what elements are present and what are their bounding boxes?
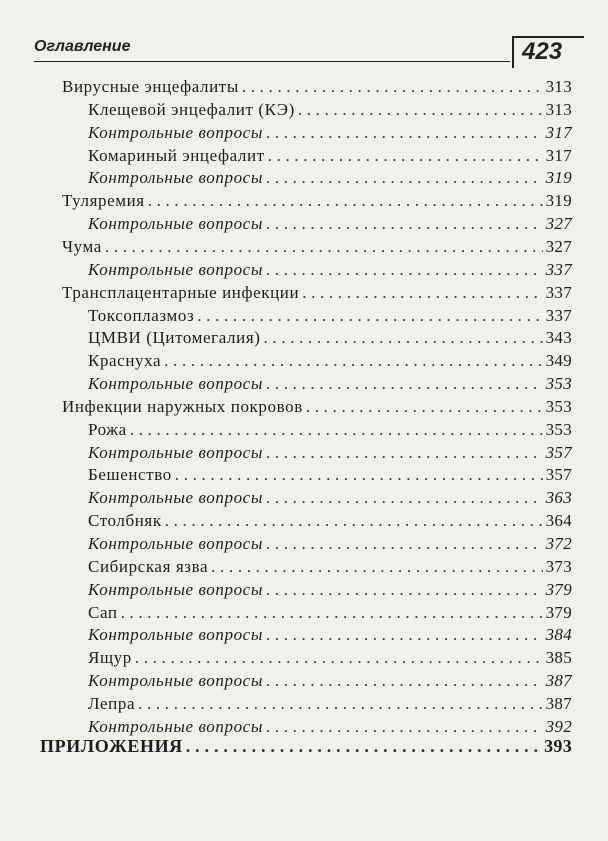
toc-entry-subsection[interactable] [88, 327, 572, 349]
toc-entry-page: 337 [545, 259, 572, 279]
dot-leader [175, 464, 543, 486]
dot-leader [135, 647, 543, 669]
toc-entry-questions[interactable] [88, 259, 572, 281]
dot-leader [266, 670, 543, 692]
toc-entry-label: ЦМВИ (Цитомегалия) [88, 328, 261, 348]
toc-entry-questions[interactable] [88, 167, 572, 189]
toc-entry-label: Рожа [88, 419, 127, 439]
dot-leader [186, 735, 541, 757]
toc-entry-label: Контрольные вопросы [88, 534, 263, 553]
dot-leader [266, 167, 543, 189]
toc-entry-page: 392 [545, 716, 572, 736]
toc-entry-page: 313 [545, 77, 572, 96]
dot-leader [298, 99, 543, 121]
toc-entry-page: 343 [545, 328, 572, 348]
toc-entry-label: Инфекции наружных покровов [62, 396, 303, 416]
toc-entry-questions[interactable] [88, 442, 572, 464]
toc-entry-label: Контрольные вопросы [88, 579, 263, 599]
toc-entry-label: Контрольные вопросы [88, 625, 263, 645]
dot-leader [164, 350, 542, 372]
toc-entry-page: 363 [545, 488, 572, 508]
dot-leader [268, 145, 543, 167]
toc-entry-label: Бешенство [88, 465, 172, 485]
toc-entry-page: 379 [545, 579, 572, 599]
toc-entry-questions[interactable] [88, 213, 572, 235]
dot-leader [266, 373, 543, 395]
dot-leader [266, 579, 543, 601]
toc-entry-label: Контрольные вопросы [88, 122, 263, 142]
toc-entry-page: 327 [545, 214, 572, 234]
toc-entry-label: Контрольные вопросы [88, 259, 263, 279]
page-header [34, 30, 574, 66]
toc-entry-page: 353 [545, 419, 572, 439]
toc-entry-page: 353 [545, 374, 572, 394]
toc-entry-label: Краснуха [88, 351, 162, 371]
toc-entry-section[interactable] [62, 76, 572, 98]
toc-entry-subsection[interactable] [88, 556, 572, 578]
toc-entry-subsection[interactable] [88, 693, 572, 715]
toc-entry-label: Сибирская язва [88, 556, 209, 576]
toc-entry-label: Контрольные вопросы [88, 488, 263, 508]
dot-leader [242, 76, 543, 98]
dot-leader [266, 213, 543, 235]
toc-entry-label: Контрольные вопросы [88, 374, 263, 394]
dot-leader [306, 396, 543, 418]
toc-entry-label: ПРИЛОЖЕНИЯ [40, 736, 183, 756]
dot-leader [266, 533, 543, 555]
toc-entry-page: 319 [545, 191, 572, 211]
toc-entry-page: 379 [545, 602, 572, 622]
toc-entry-label: Столбняк [88, 511, 162, 531]
dot-leader [266, 259, 543, 281]
toc-entry-subsection[interactable] [88, 510, 572, 532]
toc-entry-page: 313 [545, 99, 572, 119]
toc-entry-section[interactable] [62, 236, 572, 258]
dot-leader [264, 327, 543, 349]
toc-entry-questions[interactable] [88, 579, 572, 601]
dot-leader [165, 510, 543, 532]
toc-entry-label: Контрольные вопросы [88, 671, 263, 691]
toc-entry-label: Ящур [88, 648, 132, 668]
toc-entry-section[interactable] [62, 282, 572, 304]
toc-entry-label: Трансплацентарные инфекции [62, 282, 300, 302]
toc-entry-page: 357 [545, 465, 572, 485]
toc-entry-questions[interactable] [88, 624, 572, 646]
toc-entry-label: Контрольные вопросы [88, 442, 263, 462]
dot-leader [211, 556, 542, 578]
dot-leader [121, 602, 543, 624]
toc-entry-page: 319 [545, 168, 572, 188]
dot-leader [266, 487, 543, 509]
toc-entry-questions[interactable] [88, 533, 572, 555]
toc-entry-appendix[interactable] [40, 735, 572, 757]
toc-entry-page: 317 [545, 145, 572, 165]
toc-entry-page: 327 [545, 236, 572, 256]
toc-entry-section[interactable] [62, 396, 572, 418]
toc-entry-subsection[interactable] [88, 350, 572, 372]
toc-entry-page: 373 [545, 556, 572, 576]
toc-entry-label: Лепра [88, 693, 136, 713]
toc-entry-label: Чума [62, 236, 102, 256]
toc-entry-page: 393 [544, 736, 572, 756]
toc-entry-subsection[interactable] [88, 464, 572, 486]
toc-entry-page: 353 [545, 396, 572, 416]
toc-entry-page: 384 [545, 625, 572, 645]
dot-leader [266, 122, 543, 144]
dot-leader [105, 236, 543, 258]
toc-entry-label: Контрольные вопросы [88, 716, 263, 736]
header-rule [34, 61, 510, 62]
toc-entry-questions[interactable] [88, 373, 572, 395]
toc-entry-label: Контрольные вопросы [88, 214, 263, 234]
toc-entry-page: 387 [545, 671, 572, 691]
toc-entry-subsection[interactable] [88, 99, 572, 121]
dot-leader [266, 716, 543, 738]
toc-entry-section[interactable] [62, 190, 572, 212]
dot-leader [130, 419, 543, 441]
toc-entry-questions[interactable] [88, 670, 572, 692]
toc-entry-subsection[interactable] [88, 602, 572, 624]
toc-entry-page: 317 [545, 122, 572, 142]
toc-entry-label: Клещевой энцефалит (КЭ) [88, 99, 295, 119]
toc-entry-subsection[interactable] [88, 419, 572, 441]
toc-entry-page: 364 [545, 511, 572, 531]
toc-entry-label: Сап [88, 602, 118, 622]
toc-entry-page: 337 [545, 305, 572, 325]
toc-entry-page: 372 [545, 534, 572, 553]
running-head-title: Оглавление [34, 38, 131, 55]
toc-entry-label: Комариный энцефалит [88, 145, 265, 165]
dot-leader [138, 693, 542, 715]
dot-leader [266, 442, 543, 464]
toc-entry-subsection[interactable] [88, 647, 572, 669]
dot-leader [148, 190, 543, 212]
toc-entry-label: Токсоплазмоз [88, 305, 195, 325]
toc-entry-questions[interactable] [88, 716, 572, 738]
toc-entry-page: 385 [545, 648, 572, 668]
toc-entry-label: Вирусные энцефалиты [62, 77, 239, 96]
toc-entry-questions[interactable] [88, 487, 572, 509]
toc-entry-subsection[interactable] [88, 145, 572, 167]
dot-leader [197, 305, 542, 327]
dot-leader [302, 282, 542, 304]
toc-entry-questions[interactable] [88, 122, 572, 144]
page-number: 423 [512, 36, 584, 68]
toc-entry-page: 387 [545, 693, 572, 713]
toc-entry-page: 357 [545, 442, 572, 462]
toc-entry-label: Контрольные вопросы [88, 168, 263, 188]
toc-entry-page: 349 [545, 351, 572, 371]
toc-entry-page: 337 [545, 282, 572, 302]
toc-entry-label: Туляремия [62, 191, 145, 211]
dot-leader [266, 624, 543, 646]
toc-entry-subsection[interactable] [88, 305, 572, 327]
